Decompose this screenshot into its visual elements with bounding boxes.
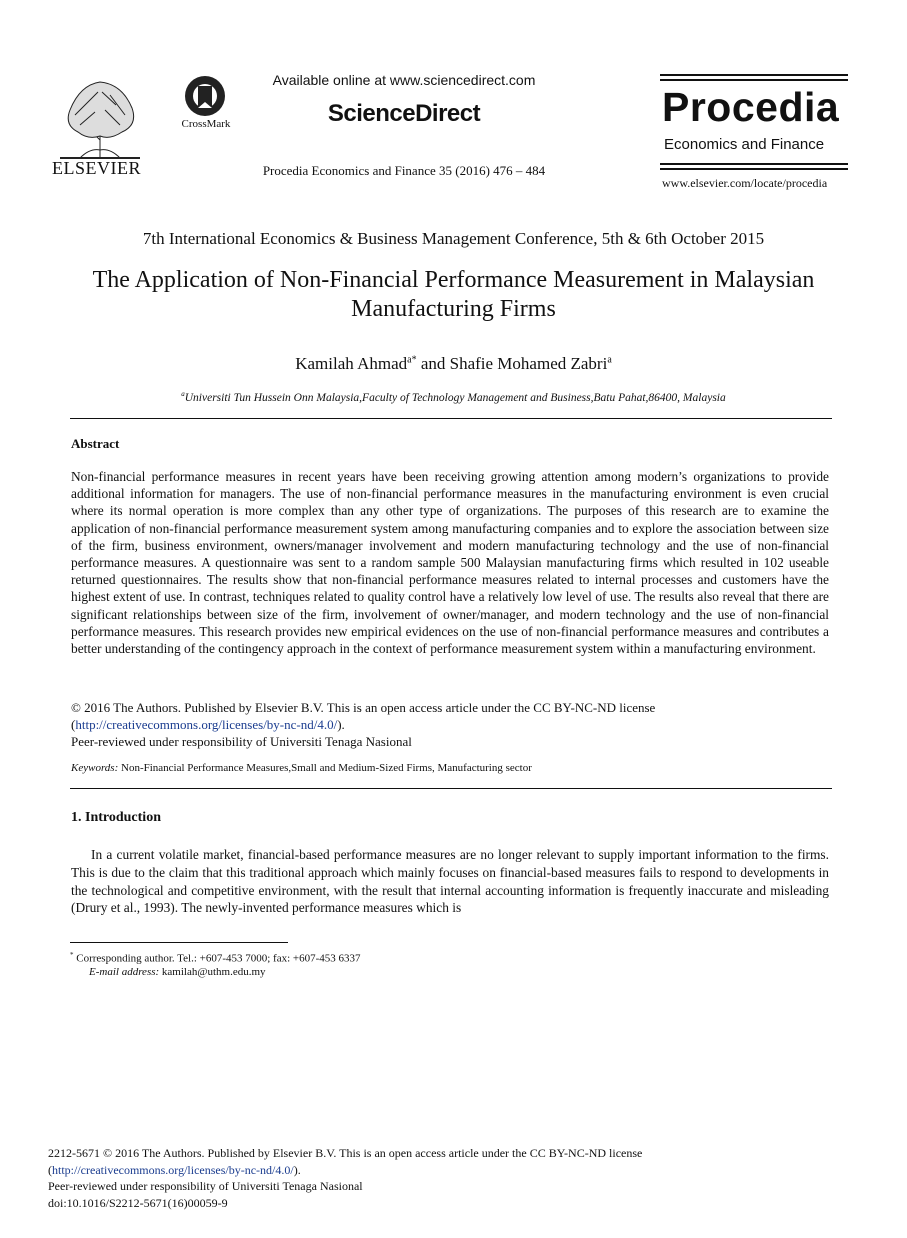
peer-review-line: Peer-reviewed under responsibility of Universiti Tenaga Nasional	[71, 734, 412, 749]
author-and: and	[416, 354, 450, 373]
available-online-text: Available online at www.sciencedirect.com	[272, 72, 536, 88]
license-link[interactable]: http://creativecommons.org/licenses/by-nc-nd/4.0/	[75, 717, 338, 732]
conference-line: 7th International Economics & Business Management Conference, 5th & 6th October 2015	[142, 229, 765, 248]
email-address[interactable]: kamilah@uthm.edu.my	[159, 966, 266, 978]
introduction-text: In a current volatile market, financial-based performance measures are no longer relevant to supply important information to the firms. This is due to the claim that this traditional approach which mainly focuses on financial-based measures fails to respond to developments in the technological and competitive environment, with the result that internal accounting information is frequently inaccurate and misleading (Drury et al., 1993). The newly-invented performance measures which is	[71, 847, 829, 916]
abstract-copyright	[71, 699, 829, 750]
footnote-email	[89, 966, 266, 978]
author-1: Kamilah Ahmad	[295, 354, 408, 373]
footnote-corresponding: * Corresponding author. Tel.: +607-453 7000; fax: +607-453 6337	[70, 951, 361, 965]
procedia-url[interactable]: www.elsevier.com/locate/procedia	[662, 176, 828, 190]
abstract-text: Non-financial performance measures in recent years have been receiving growing attention among modern’s organizations to provide additional information for managers. The use of non-financial performance measures in the manufacturing environment is even crucial where its normal operation is more complex than any other type of organizations. The purposes of this research are to examine the application of non-financial performance measurement system among manufacturing companies and to explore the association between size of the firm, business environment, owners/manager involvement and modern manufacturing technology and the use of non-financial performance measures. A questionnaire was sent to a random sample 500 Malaysian manufacturing firms which resulted in 102 useable returned questionnaires. The results show that non-financial performance measures related to internal processes and customers have the highest extent of use. In contrast, techniques related to quality control have a relatively low level of use. The results also reveal that there are significant relationships between size of the firm, involvement of owner/manager, and modern technology and the use of non-financial performance measures. This research provides new empirical evidences on the use of non-financial performance measures and contributes a better understanding of the contingency approach in the context of performance measurement system within a manufacturing environment.	[71, 469, 829, 657]
copyright-line: © 2016 The Authors. Published by Elsevier B.V. This is an open access article under the CC BY-NC-ND license	[71, 700, 656, 715]
footnote-rule	[70, 942, 288, 943]
author-2: Shafie Mohamed Zabri	[449, 354, 608, 373]
keywords-label: Keywords:	[71, 762, 119, 774]
author-line	[0, 354, 907, 374]
elsevier-label: ELSEVIER	[52, 158, 141, 178]
email-label: E-mail address:	[89, 966, 160, 978]
footer-license-line: (http://creativecommons.org/licenses/by-nc-nd/4.0/).	[48, 1162, 301, 1177]
procedia-title: Procedia	[662, 84, 840, 130]
procedia-subtitle: Economics and Finance	[664, 136, 825, 153]
procedia-rule-top	[660, 74, 848, 76]
keywords	[71, 762, 829, 774]
article-title: The Application of Non-Financial Performance Measurement in Malaysian Manufacturing Firms	[92, 267, 815, 322]
crossmark-label: CrossMark	[181, 118, 231, 130]
affiliation	[0, 390, 907, 404]
abstract-heading: Abstract	[71, 436, 120, 451]
procedia-rule-top-inner	[660, 79, 848, 81]
divider-bottom	[70, 788, 832, 789]
author-1-sup: a*	[407, 354, 417, 366]
author-2-sup: a	[607, 354, 612, 366]
keywords-text: Non-Financial Performance Measures,Small and Medium-Sized Firms, Manufacturing sector	[118, 762, 532, 774]
divider-top	[70, 418, 832, 419]
procedia-rule-bottom-inner	[660, 168, 848, 170]
affiliation-sup: a	[181, 390, 185, 398]
footer-issn-line: 2212-5671 © 2016 The Authors. Published by Elsevier B.V. This is an open access article under the CC BY-NC-ND license	[48, 1146, 643, 1160]
footer-doi[interactable]: doi:10.1016/S2212-5671(16)00059-9	[48, 1195, 228, 1210]
license-line: (http://creativecommons.org/licenses/by-nc-nd/4.0/).	[71, 717, 345, 732]
affiliation-text: Universiti Tun Hussein Onn Malaysia,Faculty of Technology Management and Business,Batu Pahat,86400, Malaysia	[184, 391, 726, 404]
introduction-heading: 1. Introduction	[71, 810, 161, 825]
sciencedirect-logo: ScienceDirect	[327, 100, 481, 127]
journal-citation: Procedia Economics and Finance 35 (2016) 476 – 484	[262, 163, 546, 178]
footer-peer-review: Peer-reviewed under responsibility of Universiti Tenaga Nasional	[48, 1179, 363, 1193]
footer-license-link[interactable]: http://creativecommons.org/licenses/by-nc-nd/4.0/	[52, 1162, 294, 1177]
page-footer	[48, 1145, 828, 1211]
procedia-rule-bottom	[660, 163, 848, 165]
